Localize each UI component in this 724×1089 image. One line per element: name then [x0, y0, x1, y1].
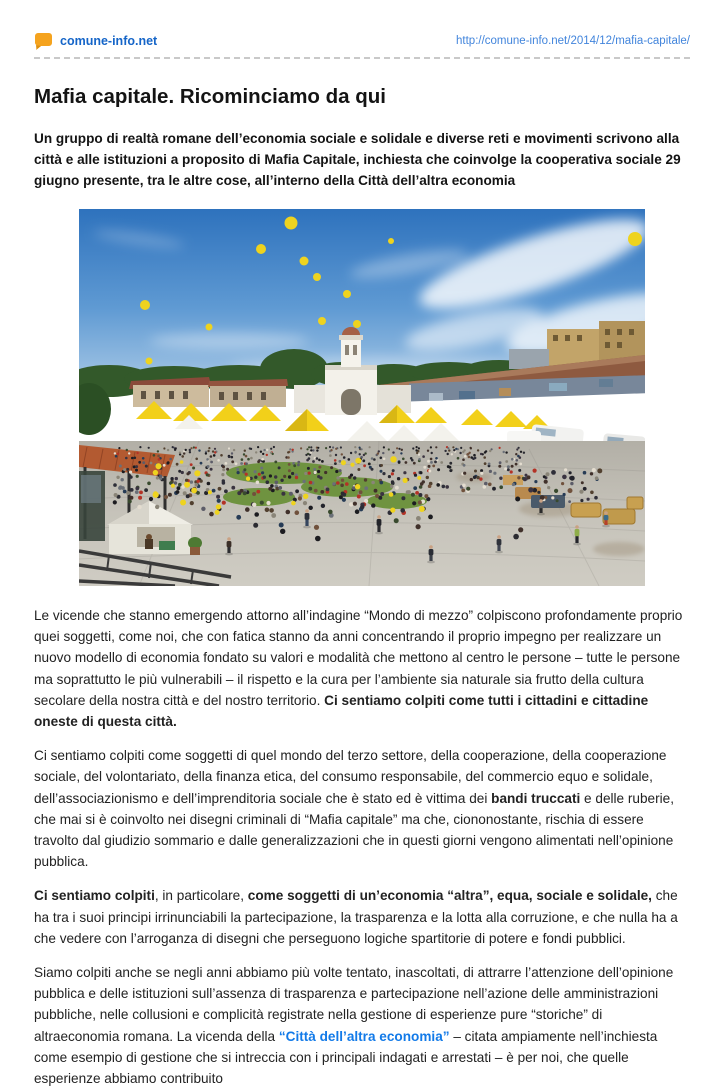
site-name-link[interactable]: comune-info.net: [60, 34, 158, 48]
article-body: [34, 605, 690, 1089]
page-header: [34, 0, 690, 50]
article-title: Mafia capitale. Ricominciamo da qui: [34, 85, 387, 108]
dashed-divider: [34, 57, 690, 59]
market-square-photo-illustration: [79, 209, 645, 586]
text-run: Siamo colpiti anche se negli anni abbiamo più volte tentato, inascoltati, di attrarre l’attenzione dell’opinione pubblica e delle istituzioni sull’assenza di trasparenza e partecipazione nell’azione delle amministrazioni pubbliche, nelle collusioni e complicità registrate nella gestione di esperienze pure “storiche” di altraeconomia romana. La vicenda della: [34, 965, 674, 1044]
body-paragraph: [34, 605, 690, 732]
text-run: bandi truccati: [491, 790, 581, 806]
text-run: – citata ampiamente nell’inchiesta come esempio di gestione che si intreccia con i principali indagati e arrestati – è per noi, che quelle esperienze abbiamo contribuito: [34, 1028, 658, 1087]
brand: [34, 32, 157, 50]
article-intro: Un gruppo di realtà romane dell’economia sociale e solidale e diverse reti e movimenti scrivono alla città e alle istituzioni a proposito di Mafia Capitale, inchiesta che coinvolge la cooperativa sociale 29 giugno presente, tra le altre cose, all’interno della Città dell’altra economia: [34, 131, 681, 188]
article-link[interactable]: “Città dell’altra economia”: [278, 1028, 450, 1044]
article-photo: [79, 209, 645, 586]
text-run: Ci sentiamo colpiti come soggetti di quel mondo del terzo settore, della cooperazione, della cooperazione sociale, del volontariato, della finanza etica, del consumo responsabile, del commercio equo e solidale, dell’associazionismo e dell’imprenditoria sociale che è stato ed è vittima dei: [34, 748, 667, 806]
text-run: e delle ruberie, che mai si è coinvolto nei disegni criminali di “Mafia capitale” ma che, ciononostante, rischia di essere travolto dal giudizio sommario e dalle generalizzazioni che in questi giorni vengono alimentati nell’opinione pubblica.: [34, 790, 674, 870]
speech-bubble-logo-icon: [34, 32, 53, 50]
text-run: come soggetti di un’economia “altra”, equa, sociale e solidale,: [247, 888, 652, 904]
text-run: Ci sentiamo colpiti: [34, 888, 155, 904]
text-run: , in particolare,: [154, 888, 248, 904]
body-paragraph: [34, 885, 690, 949]
source-url-link[interactable]: http://comune-info.net/2014/12/mafia-capitale/: [456, 35, 690, 47]
text-run: Le vicende che stanno emergendo attorno all’indagine “Mondo di mezzo” colpiscono profondamente proprio quei soggetti, come noi, che con fatica stanno da anni concentrando il proprio impegno per realizzare un nuovo modello di economia fondato su valori e modalità che mettono al centro le persone – tutte le persone ma soprattutto le più vulnerabili – il rispetto e la cura per l’ambiente sia naturale sia frutto della cultura secolare della nostra città e del nostro territorio.: [34, 608, 683, 708]
body-paragraph: [34, 962, 690, 1089]
body-paragraph: [34, 745, 690, 872]
text-run: che ha tra i suoi principi irrinunciabili la partecipazione, la trasparenza e la lotta alla corruzione, e che nulla ha a che vedere con l’arroganza di disegni che perseguono logiche spartitorie di potere e fondi pubblici.: [34, 888, 678, 946]
text-run: Ci sentiamo colpiti come tutti i cittadini e cittadine oneste di questa città.: [34, 692, 649, 730]
